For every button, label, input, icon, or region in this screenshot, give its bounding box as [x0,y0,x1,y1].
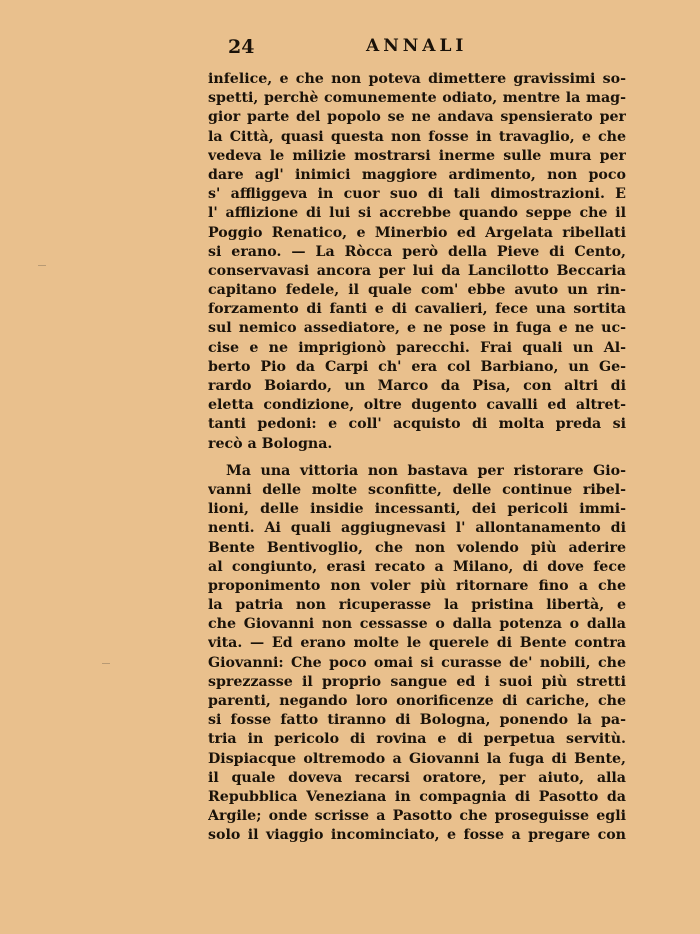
paragraph-gap [208,454,626,462]
page-header [0,36,700,60]
text-line: il quale doveva recarsi oratore, per aiuto, alla [208,769,626,786]
page-number: 24 [228,36,255,58]
text-line: Argile; onde scrisse a Pasotto che proseguisse egli [208,808,626,825]
text-line: s' affliggeva in cuor suo di tali dimostrazioni. E [208,186,626,203]
text-line: Dispiacque oltremodo a Giovanni la fuga di Bente, [208,750,626,767]
body-text [208,70,626,846]
text-line: Ma una vittoria non bastava per ristorare Gio- [226,462,626,479]
text-line: che Giovanni non cessasse o dalla potenza o dalla [208,616,626,633]
text-line: Poggio Renatico, e Minerbio ed Argelata ribellati [208,224,626,241]
margin-mark [102,663,110,664]
text-line: tanti pedoni: e coll' acquisto di molta preda si [208,416,626,433]
text-line: si fosse fatto tiranno di Bologna, ponendo la pa- [208,712,626,729]
text-line: solo il viaggio incominciato, e fosse a pregare con [208,827,626,844]
paragraph [208,462,626,846]
text-line: conservavasi ancora per lui da Lancilotto Beccaria [208,262,626,279]
margin-mark [38,265,46,266]
text-line: infelice, e che non poteva dimettere gravissimi so- [208,71,626,87]
text-line: dare agl' inimici maggiore ardimento, non poco [208,166,626,183]
text-line: Giovanni: Che poco omai si curasse de' nobili, che [208,654,626,671]
text-line: parenti, negando loro onorificenze di cariche, che [208,693,626,709]
text-line: cise e ne imprigionò parecchi. Frai quali un Al- [208,339,626,356]
text-line: eletta condizione, oltre dugento cavalli ed altret- [208,397,626,414]
paragraph [208,70,626,454]
text-line: tria in pericolo di rovina e di perpetua servitù. [208,731,626,748]
text-line: vanni delle molte sconfitte, delle continue ribel- [208,481,626,498]
text-line: vedeva le milizie mostrarsi inerme sulle mura per [208,147,626,164]
text-line: capitano fedele, il quale com' ebbe avuto un rin- [208,282,626,299]
text-line: l' afflizione di lui si accrebbe quando seppe che il [208,205,626,222]
text-line: la Città, quasi questa non fosse in travaglio, e che [208,128,626,145]
text-line: rardo Boiardo, un Marco da Pisa, con altri di [208,378,626,394]
text-line: berto Pio da Carpi ch' era col Barbiano, un Ge- [208,358,626,375]
text-line: Bente Bentivoglio, che non volendo più aderire [208,539,626,556]
text-line: si erano. — La Ròcca però della Pieve di Cento, [208,243,626,260]
text-line: nenti. Ai quali aggiugnevasi l' allontanamento di [208,520,626,537]
text-line: al congiunto, erasi recato a Milano, di dove fece [208,558,626,575]
text-line: la patria non ricuperasse la pristina libertà, e [208,597,626,614]
text-line: Repubblica Veneziana in compagnia di Pasotto da [208,788,626,805]
text-line: lioni, delle insidie incessanti, dei pericoli immi- [208,501,626,518]
text-line: forzamento di fanti e di cavalieri, fece una sortita [208,301,626,318]
running-title: ANNALI [366,36,468,56]
text-line: proponimento non voler più ritornare fino a che [208,577,626,594]
text-line: sul nemico assediatore, e ne pose in fuga e ne uc- [208,320,626,337]
text-line: gior parte del popolo se ne andava spensierato per [208,109,626,126]
text-line: sprezzasse il proprio sangue ed i suoi più stretti [208,673,626,690]
text-line: vita. — Ed erano molte le querele di Bente contra [208,635,626,652]
text-line: spetti, perchè comunemente odiato, mentre la mag- [208,90,626,107]
text-line: recò a Bologna. [208,435,333,452]
